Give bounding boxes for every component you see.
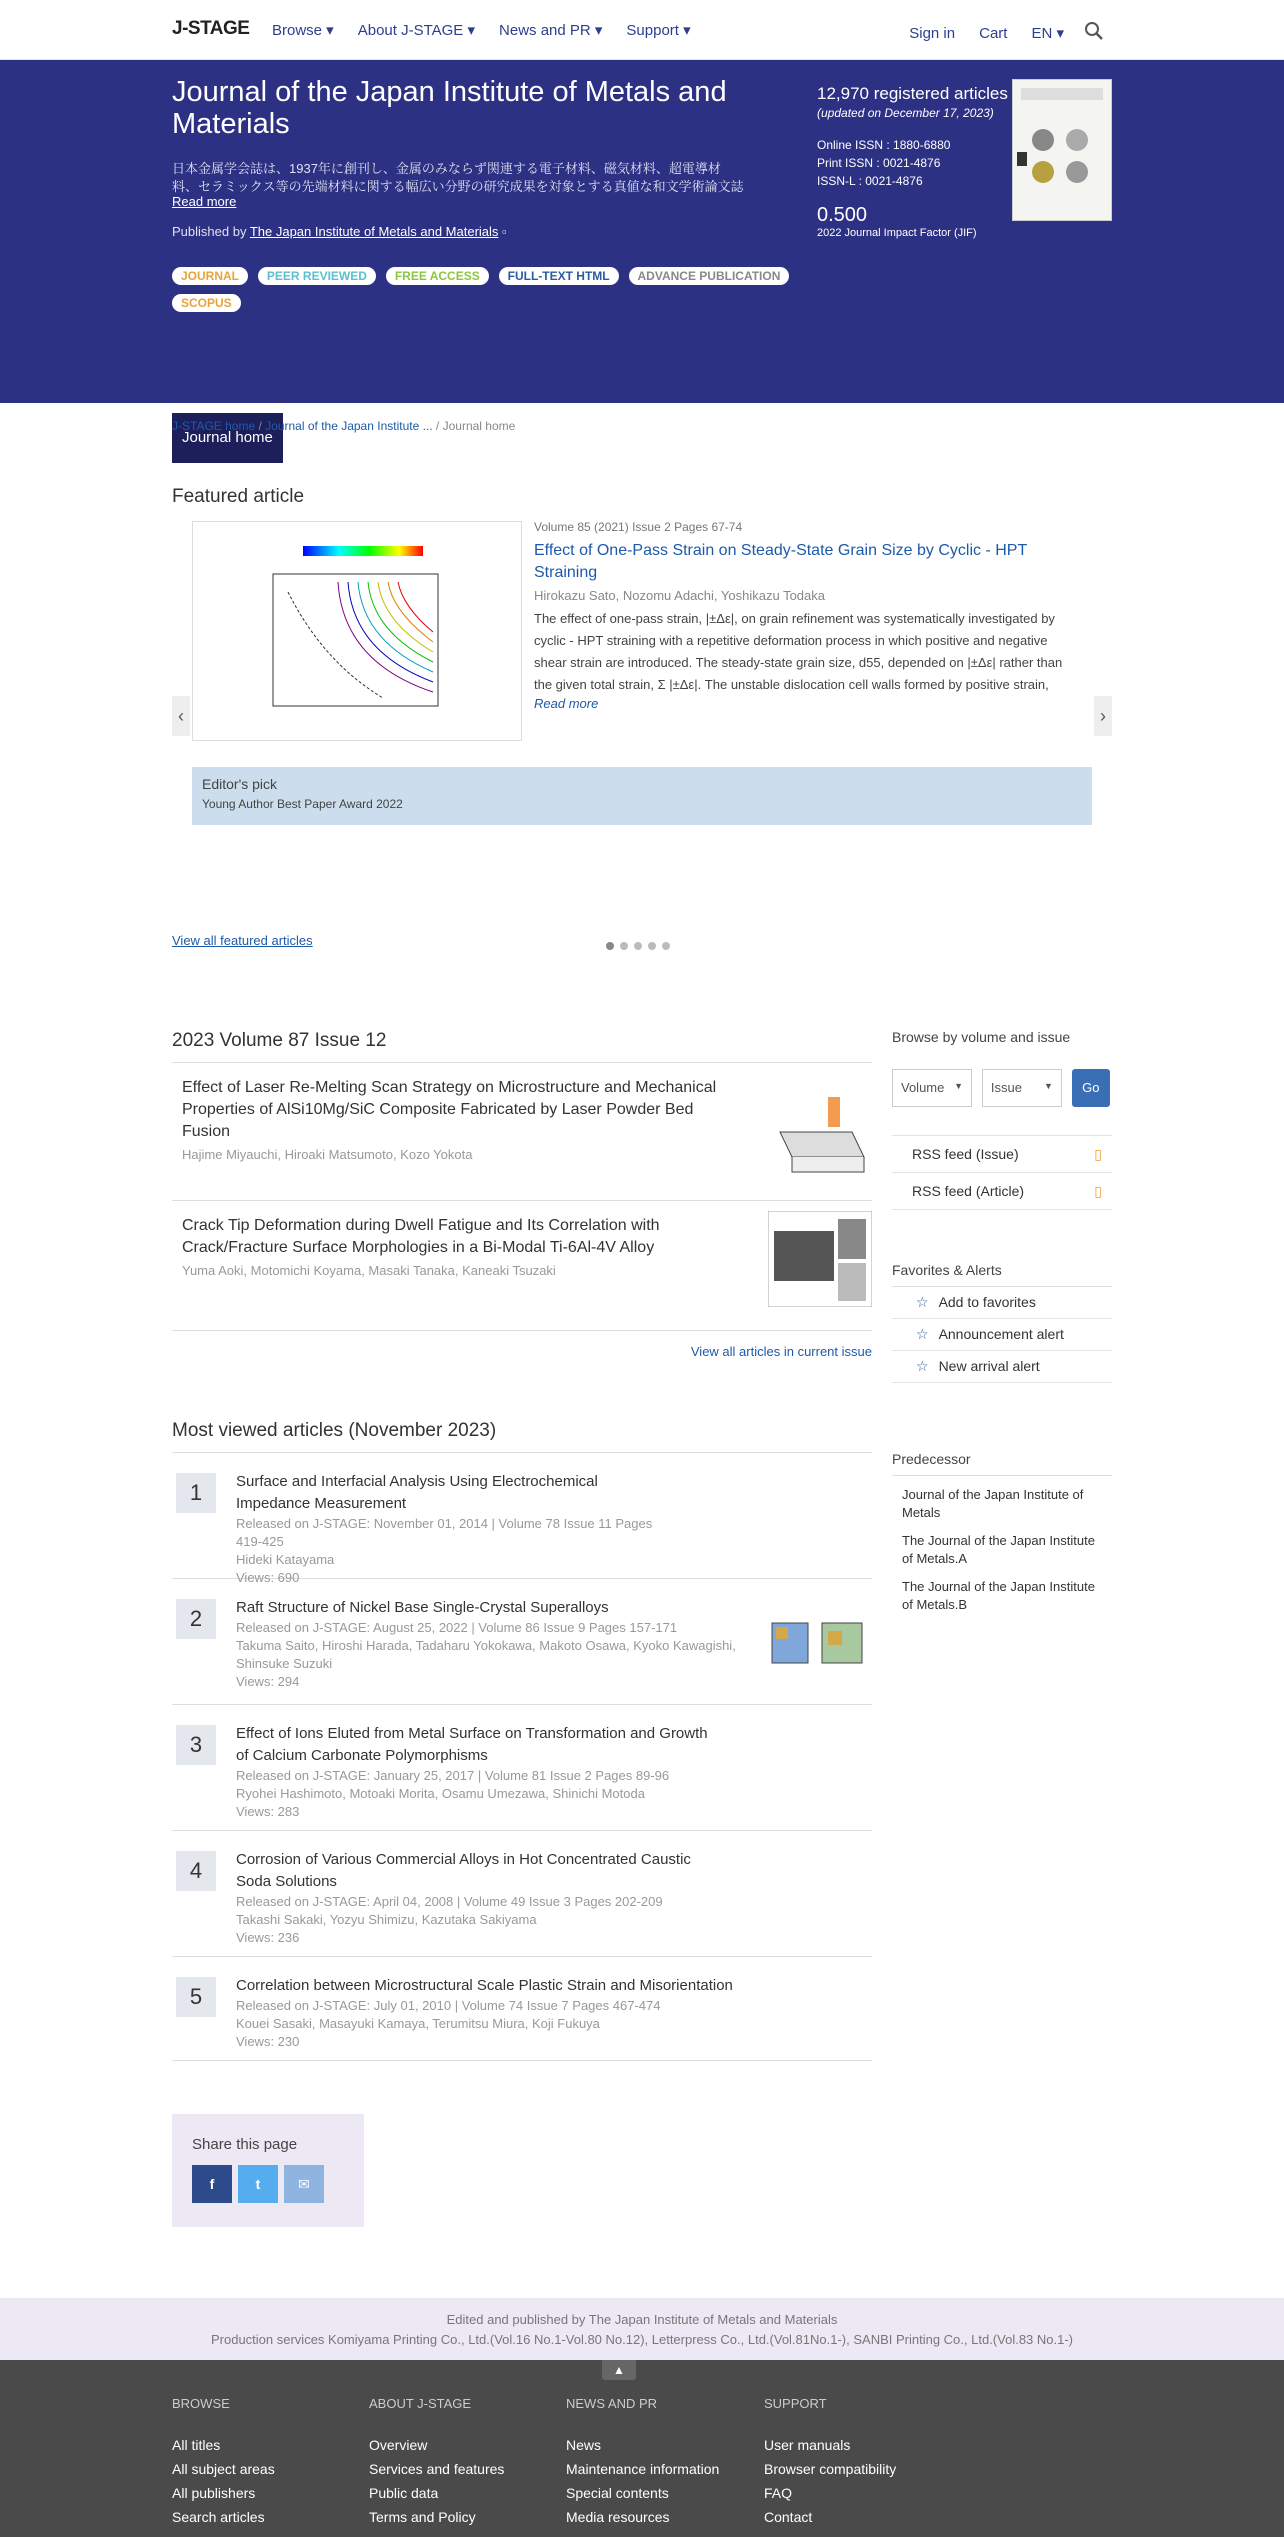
mv-views: Views: 230 [236, 2034, 300, 2049]
predecessor-link[interactable]: The Journal of the Japan Institute of Metals.A [902, 1533, 1095, 1566]
featured-heading: Featured article [172, 486, 305, 507]
most-viewed-heading: Most viewed articles (November 2023) [172, 1420, 872, 1453]
footer-heading: SUPPORT [764, 2396, 827, 2411]
rss-list [892, 1135, 1112, 1210]
mv-views: Views: 690 [236, 1570, 300, 1585]
featured-article-figure[interactable] [192, 521, 522, 741]
carousel-dot[interactable] [662, 942, 670, 950]
issue-article-title[interactable]: Effect of Laser Re-Melting Scan Strategy on Microstructure and Mechanical Properties of AlSi10Mg/SiC Composite Fabricated by Laser Powder Bed Fusion [182, 1079, 717, 1140]
footer-link[interactable]: All publishers [172, 2485, 256, 2501]
issue-article-thumbnail[interactable] [768, 1087, 872, 1183]
twitter-share-icon[interactable]: t [238, 2165, 278, 2203]
issue-article-authors: Yuma Aoki, Motomichi Koyama, Masaki Tanaka, Kaneaki Tsuzaki [182, 1263, 556, 1278]
featured-read-more[interactable]: Read more [534, 696, 599, 711]
most-viewed-item[interactable] [172, 1579, 872, 1705]
mv-title[interactable]: Correlation between Microstructural Scale Plastic Strain and Misorientation [236, 1977, 733, 1994]
issue-article[interactable] [172, 1201, 872, 1331]
carousel-prev-button[interactable]: ‹ [172, 696, 190, 736]
favorites-list [892, 1287, 1112, 1383]
top-right-nav [885, 21, 1104, 45]
tab-advance-online[interactable]: Advance online publication [304, 429, 484, 446]
most-viewed-item[interactable] [172, 1831, 872, 1957]
badge-free-access: FREE ACCESS [386, 267, 489, 285]
read-more-link[interactable]: Read more [172, 194, 237, 209]
search-icon[interactable] [1084, 21, 1104, 45]
issn-l: ISSN-L : 0021-4876 [817, 174, 923, 188]
badge-peer-reviewed: PEER REVIEWED [258, 267, 376, 285]
nav-browse[interactable]: Browse ▾ [272, 22, 334, 39]
share-label: Share this page [192, 2136, 298, 2153]
footer-link[interactable]: Special contents [566, 2485, 669, 2501]
announcement-alert[interactable] [892, 1319, 1112, 1351]
browse-heading: Browse by volume and issue [892, 1029, 1071, 1045]
carousel-next-button[interactable]: › [1094, 696, 1112, 736]
share-box [172, 2114, 364, 2227]
nav-news[interactable]: News and PR ▾ [499, 22, 603, 39]
footer-heading: ABOUT J-STAGE [369, 2396, 472, 2411]
go-button[interactable]: Go [1072, 1069, 1110, 1107]
rank-number: 1 [176, 1473, 216, 1513]
mv-title[interactable]: Corrosion of Various Commercial Alloys in Hot Concentrated Caustic Soda Solutions [236, 1851, 691, 1890]
mv-released: Released on J-STAGE: July 01, 2010 | Volume 74 Issue 7 Pages 467-474 [236, 1998, 661, 2013]
footer-link[interactable]: Media resources [566, 2509, 670, 2525]
mv-title[interactable]: Surface and Interfacial Analysis Using Electrochemical Impedance Measurement [236, 1473, 598, 1512]
featured-authors: Hirokazu Sato, Nozomu Adachi, Yoshikazu Todaka [534, 588, 825, 603]
top-nav [272, 21, 715, 39]
footer-link[interactable]: Services and features [369, 2461, 505, 2477]
tab-about-journal[interactable]: About the journal [754, 429, 868, 446]
footer-col-about [369, 2396, 504, 2529]
impact-factor-label: 2022 Journal Impact Factor (JIF) [817, 227, 977, 239]
add-to-favorites[interactable] [892, 1287, 1112, 1319]
footer-link[interactable]: Maintenance information [566, 2461, 720, 2477]
footer-link[interactable]: Search articles [172, 2509, 265, 2525]
journal-cover-image[interactable] [1012, 79, 1112, 221]
mv-released: Released on J-STAGE: November 01, 2014 | Volume 78 Issue 11 Pages 419-425 [236, 1516, 653, 1549]
most-viewed-item[interactable] [172, 1957, 872, 2061]
predecessor-link[interactable]: Journal of the Japan Institute of Metals [902, 1487, 1084, 1520]
featured-article-meta [534, 520, 1079, 711]
breadcrumb: J-STAGE home / Journal of the Japan Institute ... / Journal home [172, 419, 516, 433]
publisher-link[interactable]: The Japan Institute of Metals and Materials [249, 224, 499, 239]
most-viewed-section [172, 1420, 872, 2061]
mv-released: Released on J-STAGE: January 25, 2017 | Volume 81 Issue 2 Pages 89-96 [236, 1768, 670, 1783]
footer-link[interactable]: User manuals [764, 2437, 851, 2453]
rss-feed-issue[interactable] [892, 1136, 1112, 1173]
carousel-dot[interactable] [648, 942, 656, 950]
issue-select[interactable] [982, 1069, 1062, 1107]
tab-all-issues[interactable]: All issues [515, 429, 579, 446]
featured-article-title[interactable]: Effect of One-Pass Strain on Steady-State Grain Size by Cyclic - HPT Straining [534, 542, 1027, 581]
footer-link[interactable]: Overview [369, 2437, 428, 2453]
footer-heading: BROWSE [172, 2396, 230, 2411]
carousel-dots [606, 942, 670, 950]
star-icon: ☆ [916, 1326, 929, 1342]
rss-icon: ▯ [1094, 1146, 1102, 1162]
cart-link[interactable]: Cart [979, 24, 1008, 42]
rank-number: 5 [176, 1977, 216, 2017]
mv-views: Views: 236 [236, 1930, 300, 1945]
volume-select[interactable] [892, 1069, 972, 1107]
most-viewed-item[interactable] [172, 1453, 872, 1585]
mv-views: Views: 294 [236, 1674, 300, 1689]
predecessor-link[interactable]: The Journal of the Japan Institute of Metals.B [902, 1579, 1095, 1612]
facebook-share-icon[interactable]: f [192, 2165, 232, 2203]
featured-volume: Volume 85 (2021) Issue 2 Pages 67-74 [534, 520, 743, 534]
new-arrival-label: New arrival alert [938, 1358, 1040, 1374]
editors-pick-title: Editor's pick [202, 776, 278, 792]
external-link-icon: ▫ [502, 224, 507, 239]
rank-number: 2 [176, 1599, 216, 1639]
jstage-logo[interactable]: J-STAGE [172, 18, 250, 39]
breadcrumb-home[interactable]: J-STAGE home [172, 419, 256, 433]
badge-advance-publication: ADVANCE PUBLICATION [629, 267, 790, 285]
mv-views: Views: 283 [236, 1804, 300, 1819]
star-icon: ☆ [916, 1358, 929, 1374]
issue-select-label: Issue [990, 1080, 1022, 1095]
footer-link[interactable]: FAQ [764, 2485, 793, 2501]
carousel-dot[interactable] [606, 942, 614, 950]
mv-released: Released on J-STAGE: August 25, 2022 | Volume 86 Issue 9 Pages 157-171 [236, 1620, 678, 1635]
registered-articles: 12,970 registered articles [817, 84, 1008, 103]
footer-link[interactable]: Browser compatibility [764, 2461, 897, 2477]
issn-block [817, 136, 1008, 190]
badge-journal: JOURNAL [172, 267, 248, 285]
volume-select-label: Volume [901, 1080, 945, 1095]
badge-full-text-html: FULL-TEXT HTML [499, 267, 619, 285]
rss-icon: ▯ [1094, 1183, 1102, 1199]
rss-feed-article[interactable] [892, 1173, 1112, 1210]
online-issn: Online ISSN : 1880-6880 [817, 138, 951, 152]
editors-pick-sub: Young Author Best Paper Award 2022 [202, 797, 403, 811]
view-all-issue-link[interactable]: View all articles in current issue [690, 1344, 872, 1359]
footer-heading: NEWS AND PR [566, 2396, 658, 2411]
footer-link[interactable]: All titles [172, 2437, 221, 2453]
updated-date: (updated on December 17, 2023) [817, 106, 994, 120]
issue-article[interactable] [172, 1063, 872, 1201]
rank-number: 4 [176, 1851, 216, 1891]
most-viewed-item[interactable] [172, 1705, 872, 1831]
mv-authors: Kouei Sasaki, Masayuki Kamaya, Terumitsu Miura, Koji Fukuya [236, 2016, 600, 2031]
footer-col-support [764, 2396, 896, 2529]
breadcrumb-journal[interactable]: Journal of the Japan Institute ... [265, 419, 433, 433]
carousel-dot[interactable] [634, 942, 642, 950]
site-footer [0, 2360, 1284, 2537]
mv-authors: Takashi Sakaki, Yozyu Shimizu, Kazutaka Sakiyama [236, 1912, 537, 1927]
rank-number: 3 [176, 1725, 216, 1765]
signin-link[interactable]: Sign in [909, 24, 956, 42]
footer-link[interactable]: Terms and Policy [369, 2509, 476, 2525]
predecessor-heading: Predecessor [892, 1451, 1112, 1476]
print-issn: Print ISSN : 0021-4876 [817, 156, 941, 170]
footer-production: Production services Komiyama Printing Co., Ltd.(Vol.16 No.1-Vol.80 No.12), Letterpress Co., Ltd.(Vol.81No.1-), SANBI Printing Co., Ltd.(Vol.83 No.1-) [210, 2332, 1074, 2347]
issue-article-thumbnail[interactable] [768, 1211, 872, 1307]
journal-stats [817, 84, 1008, 239]
tab-featured-articles[interactable]: Featured articles [610, 429, 723, 446]
editors-pick-box [192, 767, 1092, 825]
carousel-dot[interactable] [620, 942, 628, 950]
mv-title[interactable]: Raft Structure of Nickel Base Single-Crystal Superalloys [236, 1599, 609, 1616]
back-to-top-icon[interactable]: ▲ [602, 2360, 636, 2380]
dropdown-arrow-icon: ▼ [1043, 1081, 1053, 1091]
mv-released: Released on J-STAGE: April 04, 2008 | Volume 49 Issue 3 Pages 202-209 [236, 1894, 663, 1909]
browse-sidebar [892, 1029, 1112, 1210]
footer-col-news [566, 2396, 719, 2529]
announcement-label: Announcement alert [938, 1326, 1064, 1342]
footer-link[interactable]: All subject areas [172, 2461, 275, 2477]
publisher-line [172, 224, 507, 239]
current-issue-section [172, 1030, 872, 1359]
predecessor-list [892, 1476, 1112, 1614]
publisher-footer [0, 2298, 1284, 2360]
new-arrival-alert[interactable] [892, 1351, 1112, 1383]
tab-journal-home[interactable]: Journal home [172, 413, 283, 463]
language-selector[interactable]: EN ▾ [1031, 25, 1064, 42]
mv-authors: Ryohei Hashimoto, Motoaki Morita, Osamu Umezawa, Shinichi Motoda [236, 1786, 645, 1801]
journal-badges [172, 267, 812, 321]
badge-scopus: SCOPUS [172, 294, 241, 312]
breadcrumb-current: Journal home [442, 419, 516, 433]
mv-thumbnail[interactable] [762, 1587, 872, 1697]
predecessor-sidebar [892, 1451, 1112, 1614]
footer-col-browse [172, 2396, 275, 2529]
footer-edited-by: Edited and published by The Japan Institute of Metals and Materials [446, 2312, 838, 2327]
featured-abstract: The effect of one-pass strain, |±Δε|, on grain refinement was systematically investigated by cyclic - HPT straining with a repetitive deformation process in which positive and negative shear strain are introduced. The steady-state grain size, d55, depended on |±Δε| rather than the given total strain, Σ |±Δε|. The unstable dislocation cell walls formed by positive strain, [534, 611, 1063, 692]
current-issue-heading: 2023 Volume 87 Issue 12 [172, 1030, 872, 1063]
star-icon: ☆ [916, 1294, 929, 1310]
favorites-label: Add to favorites [938, 1294, 1036, 1310]
impact-factor: 0.500 [817, 204, 868, 226]
issue-article-authors: Hajime Miyauchi, Hiroaki Matsumoto, Kozo Yokota [182, 1147, 473, 1162]
mv-authors: Takuma Saito, Hiroshi Harada, Tadaharu Yokokawa, Makoto Osawa, Kyoko Kawagishi, Shinsuke Suzuki [236, 1638, 736, 1671]
mail-share-icon[interactable]: ✉ [284, 2165, 324, 2203]
favorites-sidebar [892, 1262, 1112, 1383]
nav-about[interactable]: About J-STAGE ▾ [357, 22, 476, 39]
journal-description: 日本金属学会誌は、1937年に創刊し、金属のみならず関連する電子材料、磁気材料、超電導材料、セラミックス等の先端材料に関する幅広い分野の研究成果を対象とする真値な和文学術論文誌 [172, 161, 744, 194]
footer-link[interactable]: Public data [369, 2485, 439, 2501]
issue-article-title[interactable]: Crack Tip Deformation during Dwell Fatigue and Its Correlation with Crack/Fracture Surface Morphologies in a Bi-Modal Ti-6Al-4V Alloy [182, 1217, 660, 1256]
published-by-label: Published by [172, 224, 250, 239]
mv-authors: Hideki Katayama [236, 1552, 335, 1567]
footer-link[interactable]: News [566, 2437, 602, 2453]
nav-support[interactable]: Support ▾ [626, 22, 691, 39]
volume-issue-selector [892, 1069, 1112, 1107]
top-bar [0, 0, 1284, 60]
favorites-heading: Favorites & Alerts [892, 1262, 1112, 1287]
mv-title[interactable]: Effect of Ions Eluted from Metal Surface on Transformation and Growth of Calcium Carbonate Polymorphisms [236, 1725, 708, 1764]
rss-issue-label: RSS feed (Issue) [912, 1146, 1019, 1162]
footer-link[interactable]: Contact [764, 2509, 813, 2525]
view-all-featured-link[interactable]: View all featured articles [172, 933, 313, 948]
rss-article-label: RSS feed (Article) [912, 1183, 1025, 1199]
dropdown-arrow-icon: ▼ [954, 1081, 963, 1091]
journal-title: Journal of the Japan Institute of Metals and Materials [172, 76, 727, 140]
